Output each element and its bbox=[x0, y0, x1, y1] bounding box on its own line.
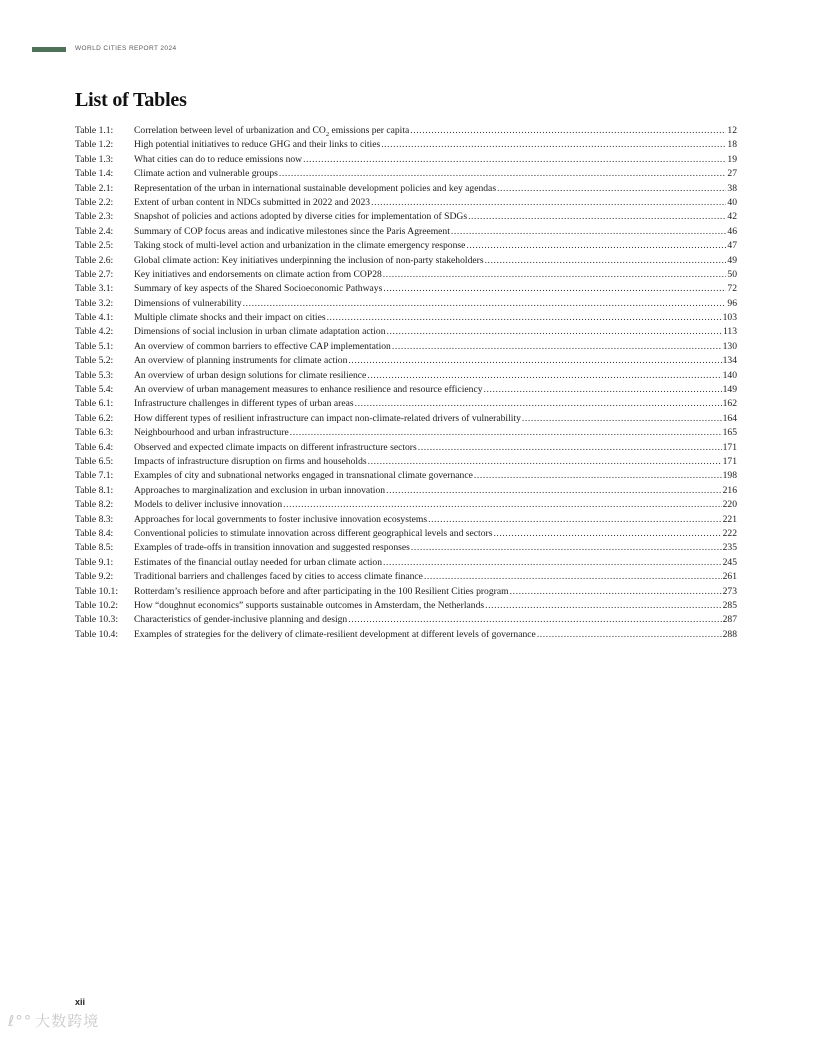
toc-dot-leader bbox=[424, 570, 722, 584]
toc-dot-leader bbox=[410, 124, 726, 138]
toc-entry[interactable] bbox=[75, 124, 737, 138]
toc-dot-leader bbox=[418, 441, 722, 455]
toc-dot-leader bbox=[383, 282, 726, 296]
toc-dot-leader bbox=[484, 383, 722, 397]
toc-dot-leader bbox=[383, 556, 722, 570]
toc-dot-leader bbox=[348, 354, 721, 368]
toc-entry[interactable] bbox=[75, 498, 737, 512]
toc-entry-page: 198 bbox=[722, 470, 737, 482]
toc-entry[interactable] bbox=[75, 167, 737, 181]
toc-entry-number: Table 10.2: bbox=[75, 599, 119, 611]
toc-dot-leader bbox=[485, 599, 722, 613]
toc-entry-number: Table 8.1: bbox=[75, 484, 114, 496]
toc-entry-title: Correlation between level of urbanization and $CO_2$ emissions per capita bbox=[134, 125, 410, 138]
toc-entry[interactable] bbox=[75, 239, 737, 253]
toc-entry-title: Key initiatives and endorsements on climate action from COP28 bbox=[134, 268, 382, 280]
page-title: List of Tables bbox=[75, 89, 187, 111]
toc-entry-page: 261 bbox=[722, 571, 737, 583]
toc-entry-number: Table 3.2: bbox=[75, 297, 114, 309]
toc-entry[interactable] bbox=[75, 354, 737, 368]
toc-entry-title: Observed and expected climate impacts on different infrastructure sectors bbox=[134, 441, 417, 453]
toc-entry-page: 130 bbox=[722, 340, 737, 352]
toc-entry-title: Examples of strategies for the delivery of climate-resilient development at different levels of governance bbox=[134, 628, 536, 640]
toc-entry[interactable] bbox=[75, 282, 737, 296]
list-of-tables bbox=[75, 124, 737, 642]
header-accent-bar bbox=[32, 47, 66, 52]
toc-entry[interactable] bbox=[75, 484, 737, 498]
toc-entry-page: 38 bbox=[727, 182, 737, 194]
toc-entry-title: Global climate action: Key initiatives underpinning the inclusion of non-party stakeholders bbox=[134, 254, 484, 266]
toc-entry[interactable] bbox=[75, 426, 737, 440]
toc-entry[interactable] bbox=[75, 297, 737, 311]
toc-entry-title: Examples of city and subnational networks engaged in transnational climate governance bbox=[134, 470, 473, 482]
toc-entry-title: Multiple climate shocks and their impact on cities bbox=[134, 312, 326, 324]
toc-entry[interactable] bbox=[75, 441, 737, 455]
toc-entry[interactable] bbox=[75, 311, 737, 325]
toc-entry-title: An overview of common barriers to effective CAP implementation bbox=[134, 340, 391, 352]
toc-entry-page: 103 bbox=[722, 312, 737, 324]
toc-entry-title: An overview of urban management measures to enhance resilience and resource efficiency bbox=[134, 384, 483, 396]
toc-dot-leader bbox=[371, 196, 726, 210]
toc-entry-title: Climate action and vulnerable groups bbox=[134, 168, 278, 180]
toc-entry-number: Table 3.1: bbox=[75, 283, 114, 295]
page-number: xii bbox=[75, 997, 86, 1007]
toc-dot-leader bbox=[497, 182, 726, 196]
toc-entry-number: Table 8.5: bbox=[75, 542, 114, 554]
toc-dot-leader bbox=[368, 455, 722, 469]
toc-entry[interactable] bbox=[75, 628, 737, 642]
toc-entry[interactable] bbox=[75, 268, 737, 282]
toc-entry-number: Table 1.4: bbox=[75, 168, 114, 180]
watermark-text: 大数跨境 bbox=[35, 1012, 100, 1030]
toc-entry[interactable] bbox=[75, 196, 737, 210]
toc-dot-leader bbox=[303, 153, 726, 167]
toc-entry-page: 40 bbox=[727, 196, 737, 208]
toc-entry-page: 216 bbox=[722, 484, 737, 496]
toc-entry-number: Table 6.3: bbox=[75, 427, 114, 439]
toc-dot-leader bbox=[411, 541, 722, 555]
toc-entry-page: 220 bbox=[722, 499, 737, 511]
toc-dot-leader bbox=[493, 527, 721, 541]
toc-dot-leader bbox=[451, 225, 727, 239]
toc-entry-title: Summary of key aspects of the Shared Socioeconomic Pathways bbox=[134, 283, 383, 295]
toc-entry-page: 288 bbox=[722, 628, 737, 640]
toc-entry-page: 72 bbox=[727, 283, 737, 295]
toc-entry-title: Traditional barriers and challenges faced by cities to access climate finance bbox=[134, 571, 423, 583]
toc-entry-page: 222 bbox=[722, 527, 737, 539]
toc-entry[interactable] bbox=[75, 383, 737, 397]
toc-entry-title: Summary of COP focus areas and indicative milestones since the Paris Agreement bbox=[134, 225, 450, 237]
toc-entry-number: Table 6.5: bbox=[75, 455, 114, 467]
toc-entry-number: Table 2.2: bbox=[75, 196, 114, 208]
toc-entry-number: Table 4.2: bbox=[75, 326, 114, 338]
toc-entry-page: 273 bbox=[722, 585, 737, 597]
toc-dot-leader bbox=[290, 426, 722, 440]
toc-entry-title: An overview of planning instruments for climate action bbox=[134, 355, 348, 367]
toc-entry[interactable] bbox=[75, 412, 737, 426]
toc-dot-leader bbox=[387, 325, 722, 339]
toc-entry-number: Table 2.6: bbox=[75, 254, 114, 266]
toc-entry-number: Table 9.2: bbox=[75, 571, 114, 583]
toc-entry-number: Table 2.1: bbox=[75, 182, 114, 194]
toc-entry-title: Neighbourhood and urban infrastructure bbox=[134, 427, 289, 439]
toc-entry-number: Table 6.1: bbox=[75, 398, 114, 410]
toc-entry-number: Table 8.4: bbox=[75, 527, 114, 539]
toc-entry-page: 149 bbox=[722, 384, 737, 396]
toc-entry-title: What cities can do to reduce emissions now bbox=[134, 153, 303, 165]
toc-entry[interactable] bbox=[75, 138, 737, 152]
toc-dot-leader bbox=[468, 210, 726, 224]
toc-entry-title: Conventional policies to stimulate innovation across different geographical levels and sectors bbox=[134, 527, 493, 539]
toc-entry-title: How different types of resilient infrastructure can impact non-climate-related drivers of vulnerability bbox=[134, 412, 521, 424]
toc-entry-page: 46 bbox=[727, 225, 737, 237]
toc-entry[interactable] bbox=[75, 325, 737, 339]
toc-entry[interactable] bbox=[75, 225, 737, 239]
toc-dot-leader bbox=[383, 268, 727, 282]
toc-entry-number: Table 5.4: bbox=[75, 384, 114, 396]
toc-entry-number: Table 2.7: bbox=[75, 268, 114, 280]
toc-entry-title: Models to deliver inclusive innovation bbox=[134, 499, 283, 511]
toc-entry-title: Approaches to marginalization and exclusion in urban innovation bbox=[134, 484, 386, 496]
toc-dot-leader bbox=[522, 412, 722, 426]
toc-entry-title: An overview of urban design solutions for climate resilience bbox=[134, 369, 367, 381]
toc-entry-number: Table 5.3: bbox=[75, 369, 114, 381]
toc-entry-number: Table 1.1: bbox=[75, 125, 114, 136]
toc-entry[interactable] bbox=[75, 585, 737, 599]
toc-entry-title: How “doughnut economics” supports sustainable outcomes in Amsterdam, the Netherlands bbox=[134, 599, 485, 611]
toc-entry[interactable] bbox=[75, 369, 737, 383]
toc-entry-page: 27 bbox=[727, 168, 737, 180]
toc-entry-title: Examples of trade-offs in transition innovation and suggested responses bbox=[134, 542, 410, 554]
toc-entry-number: Table 8.2: bbox=[75, 499, 114, 511]
toc-entry-page: 285 bbox=[722, 599, 737, 611]
toc-entry-title: Taking stock of multi-level action and urbanization in the climate emergency response bbox=[134, 240, 466, 252]
toc-entry-number: Table 6.2: bbox=[75, 412, 114, 424]
toc-entry-number: Table 4.1: bbox=[75, 312, 114, 324]
toc-entry-page: 235 bbox=[722, 542, 737, 554]
toc-entry[interactable] bbox=[75, 527, 737, 541]
toc-dot-leader bbox=[243, 297, 727, 311]
toc-entry-title: Dimensions of vulnerability bbox=[134, 297, 242, 309]
toc-dot-leader bbox=[428, 513, 722, 527]
toc-entry-page: 47 bbox=[727, 240, 737, 252]
toc-dot-leader bbox=[466, 239, 726, 253]
toc-dot-leader bbox=[327, 311, 722, 325]
toc-entry-page: 162 bbox=[722, 398, 737, 410]
toc-entry-page: 245 bbox=[722, 556, 737, 568]
toc-entry-title: Extent of urban content in NDCs submitted in 2022 and 2023 bbox=[134, 196, 371, 208]
toc-entry-number: Table 10.1: bbox=[75, 585, 119, 597]
toc-entry-title: Infrastructure challenges in different types of urban areas bbox=[134, 398, 354, 410]
toc-entry-number: Table 6.4: bbox=[75, 441, 114, 453]
toc-entry[interactable] bbox=[75, 613, 737, 627]
toc-entry[interactable] bbox=[75, 210, 737, 224]
toc-entry-number: Table 1.2: bbox=[75, 139, 114, 151]
running-header: WORLD CITIES REPORT 2024 bbox=[75, 45, 177, 52]
toc-dot-leader bbox=[283, 498, 721, 512]
toc-dot-leader bbox=[537, 628, 722, 642]
toc-entry-page: 165 bbox=[722, 427, 737, 439]
toc-entry-title: Representation of the urban in international sustainable development policies and key agendas bbox=[134, 182, 497, 194]
toc-dot-leader bbox=[510, 585, 722, 599]
toc-entry[interactable] bbox=[75, 513, 737, 527]
toc-entry[interactable] bbox=[75, 541, 737, 555]
toc-entry-title: Rotterdam’s resilience approach before and after participating in the 100 Resilient Cities program bbox=[134, 585, 509, 597]
toc-entry-page: 171 bbox=[722, 441, 737, 453]
toc-entry-number: Table 8.3: bbox=[75, 513, 114, 525]
toc-entry-page: 113 bbox=[722, 326, 737, 338]
toc-entry-page: 96 bbox=[727, 297, 737, 309]
toc-entry-title: Approaches for local governments to foster inclusive innovation ecosystems bbox=[134, 513, 428, 525]
toc-entry[interactable] bbox=[75, 570, 737, 584]
toc-entry[interactable] bbox=[75, 556, 737, 570]
toc-entry-number: Table 7.1: bbox=[75, 470, 114, 482]
toc-entry-number: Table 10.4: bbox=[75, 628, 119, 640]
toc-entry-page: 42 bbox=[727, 211, 737, 223]
toc-entry-number: Table 5.1: bbox=[75, 340, 114, 352]
toc-dot-leader bbox=[367, 369, 721, 383]
toc-dot-leader bbox=[386, 484, 722, 498]
toc-entry[interactable] bbox=[75, 182, 737, 196]
toc-entry-title: Estimates of the financial outlay needed for urban climate action bbox=[134, 556, 383, 568]
toc-entry-page: 287 bbox=[722, 614, 737, 626]
toc-entry-title: Characteristics of gender-inclusive planning and design bbox=[134, 614, 348, 626]
toc-entry[interactable] bbox=[75, 153, 737, 167]
toc-entry[interactable] bbox=[75, 599, 737, 613]
toc-dot-leader bbox=[381, 138, 726, 152]
toc-entry[interactable] bbox=[75, 340, 737, 354]
toc-dot-leader bbox=[279, 167, 727, 181]
toc-entry-page: 49 bbox=[727, 254, 737, 266]
toc-entry-number: Table 5.2: bbox=[75, 355, 114, 367]
toc-dot-leader bbox=[348, 613, 721, 627]
toc-entry-number: Table 2.5: bbox=[75, 240, 114, 252]
watermark bbox=[8, 1010, 99, 1031]
toc-entry[interactable] bbox=[75, 455, 737, 469]
toc-entry-number: Table 2.3: bbox=[75, 211, 114, 223]
toc-dot-leader bbox=[485, 254, 727, 268]
toc-entry-page: 134 bbox=[722, 355, 737, 367]
toc-dot-leader bbox=[355, 397, 722, 411]
toc-entry-page: 140 bbox=[722, 369, 737, 381]
toc-entry-page: 221 bbox=[722, 513, 737, 525]
toc-entry-page: 171 bbox=[722, 455, 737, 467]
toc-entry-number: Table 9.1: bbox=[75, 556, 114, 568]
toc-dot-leader bbox=[392, 340, 722, 354]
toc-entry-title: Impacts of infrastructure disruption on firms and households bbox=[134, 455, 367, 467]
toc-entry-number: Table 10.3: bbox=[75, 614, 119, 626]
toc-entry[interactable] bbox=[75, 397, 737, 411]
toc-entry-title: Snapshot of policies and actions adopted by diverse cities for implementation of SDGs bbox=[134, 211, 468, 223]
toc-entry-page: 19 bbox=[727, 153, 737, 165]
toc-entry-title: Dimensions of social inclusion in urban climate adaptation action bbox=[134, 326, 386, 338]
watermark-logo-icon: ℓ°° bbox=[8, 1012, 33, 1030]
toc-entry-page: 18 bbox=[727, 139, 737, 151]
toc-entry-page: 50 bbox=[727, 268, 737, 280]
toc-entry-page: 12 bbox=[727, 125, 737, 136]
toc-entry-title: High potential initiatives to reduce GHG and their links to cities bbox=[134, 139, 381, 151]
toc-dot-leader bbox=[474, 469, 722, 483]
toc-entry-number: Table 1.3: bbox=[75, 153, 114, 165]
toc-entry-page: 164 bbox=[722, 412, 737, 424]
toc-entry[interactable] bbox=[75, 469, 737, 483]
toc-entry[interactable] bbox=[75, 254, 737, 268]
toc-entry-number: Table 2.4: bbox=[75, 225, 114, 237]
